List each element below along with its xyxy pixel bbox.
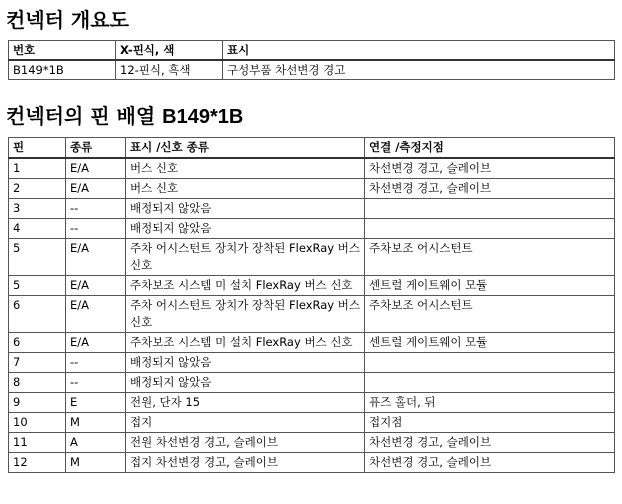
cell-connection: 주차보조 어시스턴트 — [365, 296, 615, 333]
table-row — [9, 353, 615, 373]
cell-pin: 9 — [9, 393, 66, 413]
cell-signal: 배정되지 않았음 — [126, 373, 365, 393]
overview-title: 컨넥터 개요도 — [6, 8, 129, 32]
cell-type: E/A — [66, 276, 126, 296]
cell-signal: 전원 차선변경 경고, 슬레이브 — [126, 433, 365, 453]
cell-signal: 접지 차선변경 경고, 슬레이브 — [126, 453, 365, 473]
cell-type: -- — [66, 353, 126, 373]
cell-signal: 배정되지 않았음 — [126, 199, 365, 219]
overview-header-row — [9, 41, 615, 61]
pin-layout-title — [6, 100, 243, 129]
cell-type: -- — [66, 373, 126, 393]
pin-table — [8, 137, 615, 473]
cell-type: -- — [66, 219, 126, 239]
cell-signal: 배정되지 않았음 — [126, 353, 365, 373]
table-row — [9, 219, 615, 239]
table-row — [9, 373, 615, 393]
cell-signal: 접지 — [126, 413, 365, 433]
cell-connection — [365, 373, 615, 393]
cell-number: B149*1B — [9, 60, 116, 80]
cell-connection: 주차보조 어시스턴트 — [365, 239, 615, 276]
cell-type: A — [66, 433, 126, 453]
table-row — [9, 413, 615, 433]
header-signal: 표시 /신호 종류 — [126, 138, 365, 159]
cell-connection: 차선변경 경고, 슬레이브 — [365, 433, 615, 453]
cell-pin: 3 — [9, 199, 66, 219]
cell-type: E/A — [66, 239, 126, 276]
header-connection: 연결 /측정지점 — [365, 138, 615, 159]
cell-signal: 전원, 단자 15 — [126, 393, 365, 413]
cell-connection: 차선변경 경고, 슬레이브 — [365, 179, 615, 199]
cell-connection: 센트럴 게이트웨이 모듈 — [365, 276, 615, 296]
cell-signal: 주차 어시스턴트 장치가 장착된 FlexRay 버스 신호 — [126, 239, 365, 276]
cell-signal: 버스 신호 — [126, 179, 365, 199]
cell-type: E/A — [66, 158, 126, 179]
pin-header-row — [9, 138, 615, 159]
cell-type: M — [66, 413, 126, 433]
header-pin: 핀 — [9, 138, 66, 159]
cell-pin: 10 — [9, 413, 66, 433]
table-row — [9, 179, 615, 199]
cell-pin: 6 — [9, 296, 66, 333]
cell-signal: 주차 어시스턴트 장치가 장착된 FlexRay 버스 신호 — [126, 296, 365, 333]
cell-type: E — [66, 393, 126, 413]
cell-connection — [365, 219, 615, 239]
cell-signal: 주차보조 시스템 미 설치 FlexRay 버스 신호 — [126, 333, 365, 353]
table-row — [9, 276, 615, 296]
cell-signal: 배정되지 않았음 — [126, 219, 365, 239]
table-row — [9, 453, 615, 473]
header-label: 표시 — [223, 41, 615, 61]
overview-table — [8, 40, 615, 80]
table-row — [9, 239, 615, 276]
table-row — [9, 296, 615, 333]
cell-connection: 센트럴 게이트웨이 모듈 — [365, 333, 615, 353]
cell-signal: 주차보조 시스템 미 설치 FlexRay 버스 신호 — [126, 276, 365, 296]
pin-layout-title-code: B149*1B — [162, 106, 244, 128]
table-row — [9, 158, 615, 179]
cell-pin: 1 — [9, 158, 66, 179]
cell-type: E/A — [66, 179, 126, 199]
cell-pin: 2 — [9, 179, 66, 199]
header-pin-color: X-핀식, 색 — [116, 41, 223, 61]
cell-type: -- — [66, 199, 126, 219]
cell-connection: 차선변경 경고, 슬레이브 — [365, 453, 615, 473]
header-number: 번호 — [9, 41, 116, 61]
table-row — [9, 433, 615, 453]
pin-layout-title-prefix: 컨넥터의 핀 배열 — [6, 104, 163, 128]
cell-signal: 버스 신호 — [126, 158, 365, 179]
table-row — [9, 333, 615, 353]
cell-connection: 접지점 — [365, 413, 615, 433]
pin-table-body — [9, 158, 615, 473]
cell-pin: 6 — [9, 333, 66, 353]
cell-connection — [365, 353, 615, 373]
cell-pin: 4 — [9, 219, 66, 239]
cell-pin: 7 — [9, 353, 66, 373]
cell-type: E/A — [66, 296, 126, 333]
cell-type: M — [66, 453, 126, 473]
table-row — [9, 199, 615, 219]
table-row — [9, 60, 615, 80]
cell-pin: 8 — [9, 373, 66, 393]
cell-label: 구성부품 차선변경 경고 — [223, 60, 615, 80]
table-row — [9, 393, 615, 413]
cell-pin-color: 12-핀식, 흑색 — [116, 60, 223, 80]
cell-pin: 5 — [9, 276, 66, 296]
header-type: 종류 — [66, 138, 126, 159]
cell-pin: 11 — [9, 433, 66, 453]
cell-pin: 5 — [9, 239, 66, 276]
cell-type: E/A — [66, 333, 126, 353]
cell-pin: 12 — [9, 453, 66, 473]
cell-connection — [365, 199, 615, 219]
cell-connection: 차선변경 경고, 슬레이브 — [365, 158, 615, 179]
cell-connection: 퓨즈 홀더, 뒤 — [365, 393, 615, 413]
